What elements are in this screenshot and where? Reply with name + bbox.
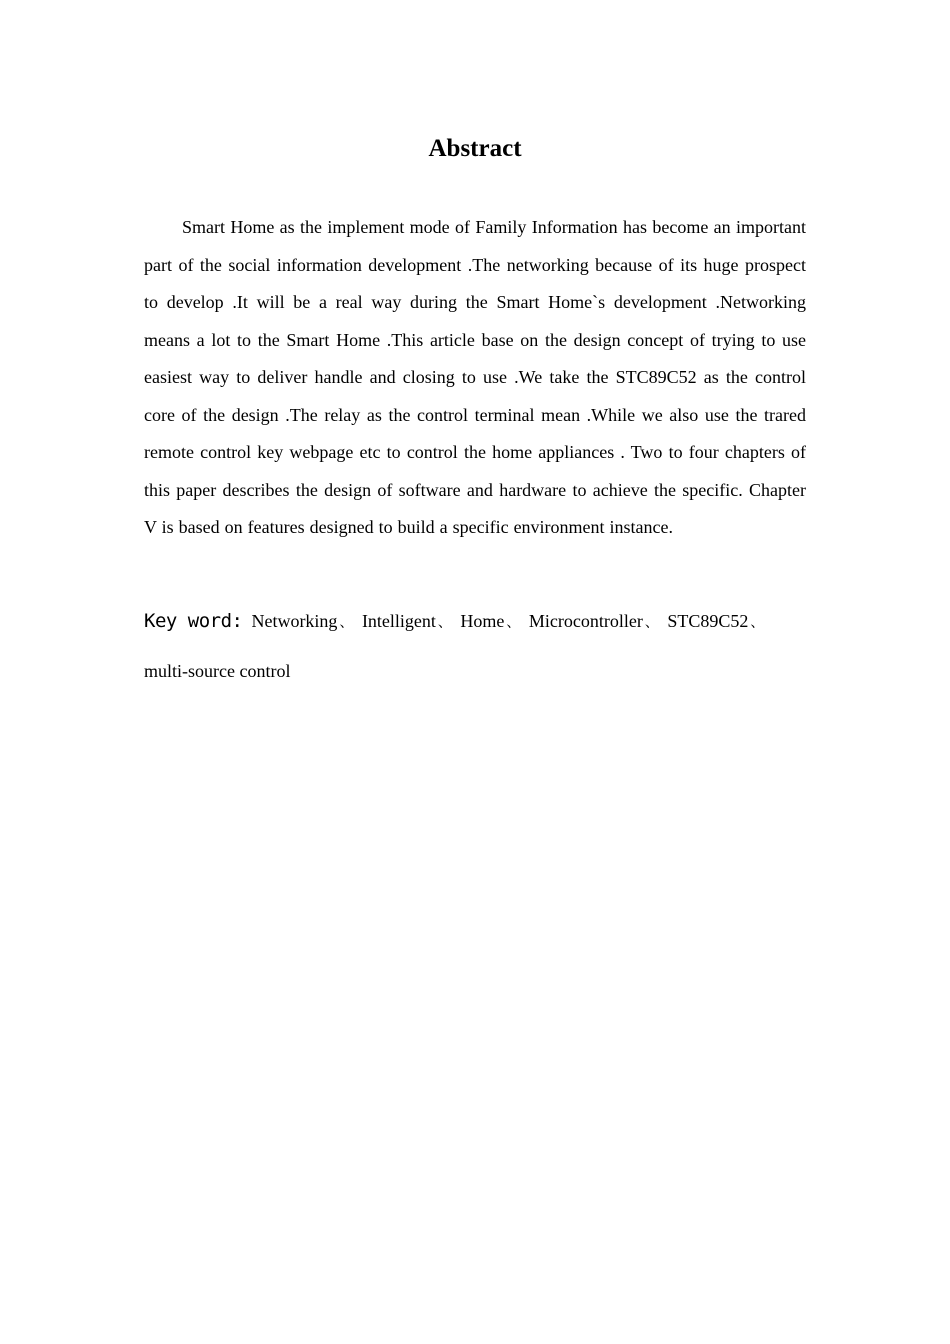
keyword-item: Home — [460, 611, 505, 631]
keyword-item: multi-source control — [144, 661, 291, 681]
abstract-paragraph: Smart Home as the implement mode of Family Information has become an important part of the social information development .The networking because of its huge prospect to develop .It will be a real way during the Smart Home`s development .Networking means a lot to the Smart Home .This article base on the design concept of trying to use easiest way to deliver handle and closing to use .We take the STC89C52 as the control core of the design .The relay as the control terminal mean .While we also use the trared remote control key webpage etc to control the home appliances . Two to four chapters of this paper describes the design of software and hardware to achieve the specific. Chapter V is based on features designed to build a specific environment instance. — [144, 217, 806, 537]
page-title: Abstract — [428, 135, 522, 162]
keyword-separator: 、 — [437, 615, 452, 631]
keyword-item: Intelligent — [361, 611, 436, 631]
keyword-separator: 、 — [644, 615, 659, 631]
keyword-item: STC89C52 — [667, 611, 749, 631]
keywords-line — [144, 597, 806, 695]
keyword-item: Networking — [251, 611, 338, 631]
keyword-separator: 、 — [339, 615, 354, 631]
keywords-label: Key word: — [144, 610, 243, 632]
keyword-item: Microcontroller — [528, 611, 643, 631]
keyword-separator: 、 — [506, 615, 521, 631]
keyword-separator: 、 — [750, 615, 765, 631]
